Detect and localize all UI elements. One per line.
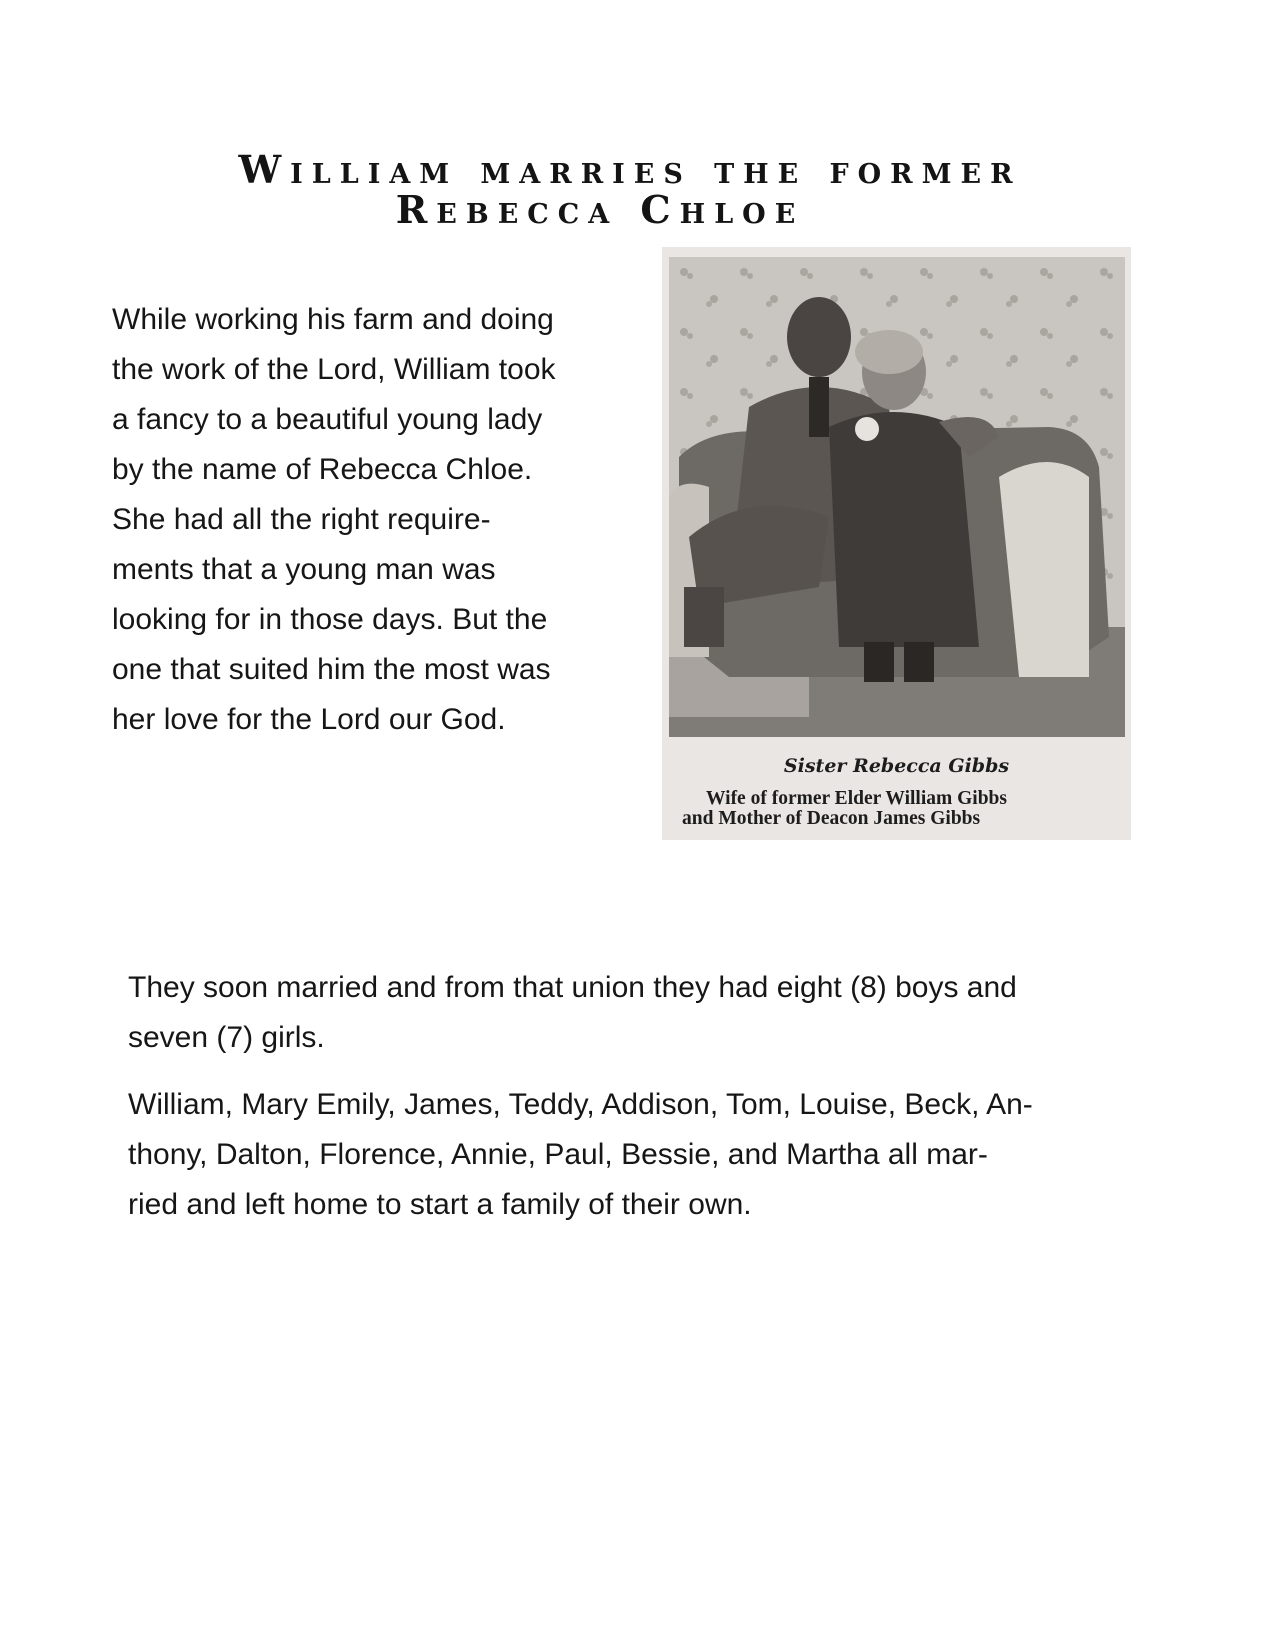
page-title-line-1: William marries the former [238, 147, 1022, 192]
intro-line: looking for in those days. But the [112, 603, 548, 636]
intro-line: one that suited him the most was [112, 653, 551, 686]
intro-line: by the name of Rebecca Chloe. [112, 453, 533, 486]
photo-caption-name: Sister Rebecca Gibbs [783, 755, 1010, 777]
intro-line: She had all the right require- [112, 503, 491, 536]
marriage-line: They soon married and from that union they had eight (8) boys and [128, 971, 1017, 1004]
children-line: William, Mary Emily, James, Teddy, Addison, Tom, Louise, Beck, An- [128, 1088, 1033, 1121]
children-line: ried and left home to start a family of their own. [128, 1188, 752, 1221]
page-title-line-2: Rebecca Chloe [395, 187, 805, 232]
page-title [0, 147, 1200, 232]
couple-photo-illustration [669, 257, 1125, 737]
intro-line: her love for the Lord our God. [112, 703, 506, 736]
intro-line: ments that a young man was [112, 553, 496, 586]
photo-caption-description [682, 789, 1122, 829]
intro-line: the work of the Lord, William took [112, 353, 556, 386]
couple-photo [669, 257, 1125, 737]
photo-caption-line: Wife of former Elder William Gibbs [706, 788, 1007, 809]
marriage-paragraph [128, 963, 1188, 1063]
intro-line: a fancy to a beautiful young lady [112, 403, 543, 436]
photo-caption-line: and Mother of Deacon James Gibbs [682, 808, 981, 829]
intro-paragraph [112, 295, 652, 745]
intro-line: While working his farm and doing [112, 303, 554, 336]
children-line: thony, Dalton, Florence, Annie, Paul, Bessie, and Martha all mar- [128, 1138, 988, 1171]
marriage-line: seven (7) girls. [128, 1021, 325, 1054]
children-paragraph [128, 1080, 1188, 1230]
photo-card [662, 247, 1131, 840]
